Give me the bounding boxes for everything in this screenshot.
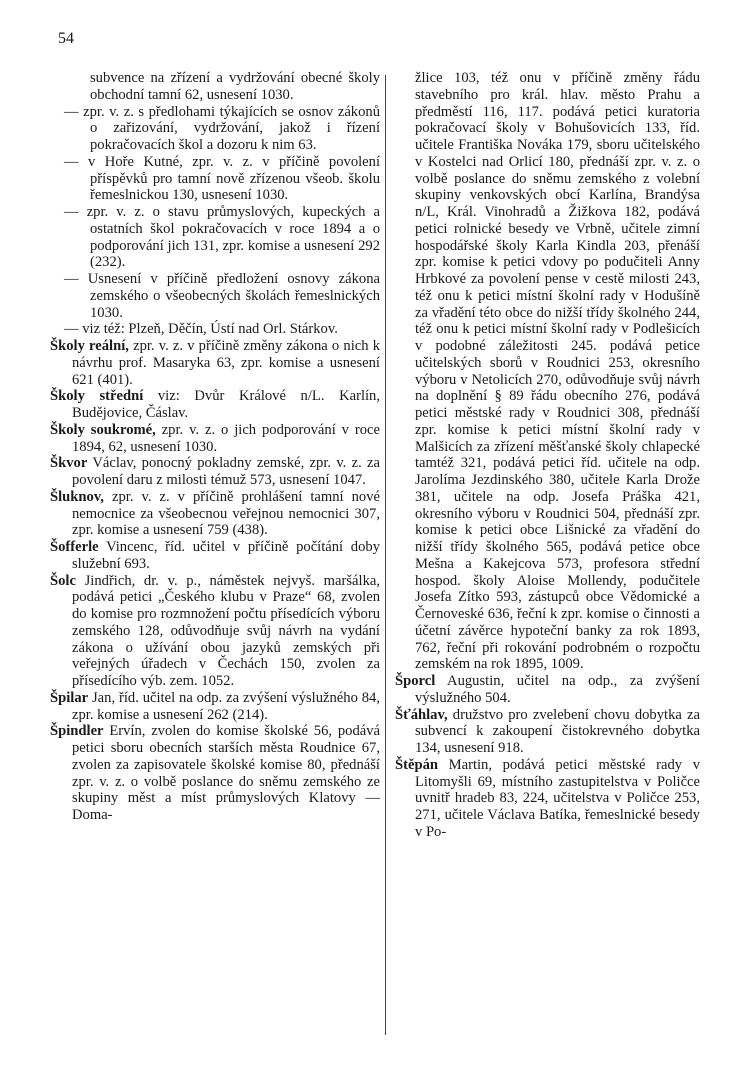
index-entry [395, 673, 700, 707]
entry-text: Vincenc, říd. učitel v příčině počítání doby služební 693. [72, 539, 380, 572]
entry-heading: Šťáhlav, [395, 706, 448, 723]
entry-text: Martin, podává petici městské rady v Litomyšli 69, místního zastupitelstva v Poličce uvnitř hradeb 83, 224, učitelstva v Poličce 253, 271, učitele Václava Batíka, řemeslnické besedy v Po- [415, 756, 700, 840]
index-entry [395, 757, 700, 841]
right-column [395, 70, 700, 841]
entry-heading: Špilar [50, 689, 89, 706]
index-entry: — Usnesení v příčině předložení osnovy zákona zemského o všeobecných školách řemeslnických 1030. [64, 271, 380, 321]
entry-heading: Štěpán [395, 756, 438, 773]
entry-heading: Škvor [50, 455, 88, 472]
entry-text: Ervín, zvolen do komise školské 56, podává petici sboru obecních starších města Roudnice 67, zvolen za zapisovatele školské komise 80, přednáší zpr. v. z. o volbě poslance do sněmu zemského ze skupiny měst a míst průmyslových Klatovy — Doma- [72, 723, 380, 823]
entry-text: Augustin, učitel na odp., za zvýšení výslužného 504. [415, 673, 700, 706]
entry-heading: Šluknov, [50, 488, 104, 505]
entry-text: viz: Dvůr Králové n/L. Karlín, Budějovice, Čáslav. [72, 388, 380, 421]
index-entry [50, 573, 380, 690]
index-entry: — viz též: Plzeň, Děčín, Ústí nad Orl. Stárkov. [64, 321, 338, 338]
index-entry [50, 455, 380, 489]
entry-text: Jan, říd. učitel na odp. za zvýšení výslužného 84, zpr. komise a usnesení 262 (214). [72, 689, 380, 723]
index-entry [50, 422, 380, 456]
entry-heading: Šporcl [395, 673, 436, 689]
column-divider [385, 75, 386, 1035]
index-entry [50, 338, 380, 388]
entry-text: Jindřich, dr. v. p., náměstek nejvyš. maršálka, podává petici „Českého klubu v Praze“ 68, zvolen do komise pro rozmnožení počtu přísedících výboru zemského 128, odůvodňuje svůj návrh na vydání zákona o užívání obou jazyků zemských při veřejných úřadech v Čechách 150, zvolen za přísedícího výb. zem. 1052. [72, 572, 380, 689]
entry-text: zpr. v. z. v příčině prohlášení tamní nové nemocnice za všeobecnou veřejnou nemocnici 307, zpr. komise a usnesení 759 (438). [72, 488, 380, 539]
index-entry [395, 707, 700, 757]
entry-heading: Šolc [50, 572, 76, 589]
index-entry [50, 690, 380, 724]
entry-heading: Šofferle [50, 539, 99, 555]
page-number: 54 [58, 30, 74, 47]
index-entry: žlice 103, též onu v příčině změny řádu stavebního pro král. hlav. město Prahu a předměstí 116, 117. podává petici kuratoria pokračovací školy v Bohušovicích 133, říd. učitele Františka Nováka 179, sboru učitelského v Kostelci nad Orlicí 180, přednáší zpr. v. z. o volbě poslance do sněmu zemského z volební skupiny venkovských obcí Karlína, Brandýsa n/L, Král. Vinohradů a Žižkova 182, podává petici rolnické besedy ve Vrbně, učitele zimní hospodářské školy Karla Kindla 203, přenáší zpr. komise k petici vdovy po podučiteli Anny Hrbkové za povolení pense v cestě milosti 243, též onu k petici místní školní rady v Hodušíně za vřadění této obce do nižší třídy školného 244, též onu k petici místní školní rady v Podlešicích v podobné záležitosti 245. podává petice učitelských sborů v Roudnici 253, okresního výboru v Netolicích 270, odůvodňuje svůj návrh na doplnění § 89 řádu obecního 276, podává petici městské rady v Roudnici 308, přednáší zpr. komise k petici místní školní rady v Malšicích za zřízení měšťanské školy chlapecké tamtéž 321, podává petici říd. učitele na odp. Jarolíma Jezdinského 380, učitele Karla Drože 381, učitele na odp. Josefa Práška 421, okresního výboru v Roudnici 504, přednáší zpr. komise k petici obce Lišnické za vřadění do nižší třídy školného 565, podává petice obce Mešna a Kakejcova 573, profesora střední hospod. školy Aloise Mollendy, podučitele Josefa Zítko 593, zástupců obce Vědomické a Černoveské 636, řeční k zpr. komise o činnosti a účetní závěrce hypoteční banky za rok 1893, 762, řeční při rokování podrobném o rozpočtu zemském na rok 1895, 1009. [415, 70, 700, 673]
left-column [50, 70, 380, 824]
index-entry [50, 489, 380, 539]
index-entry: — zpr. v. z. o stavu průmyslových, kupeckých a ostatních škol pokračovacích v roce 1894 a o podporování jich 131, zpr. komise a usnesení 292 (232). [64, 204, 380, 271]
entry-text: družstvo pro zvelebení chovu dobytka za subvencí k zakoupení čistokrevného dobytka 134, usnesení 918. [415, 706, 700, 756]
index-entry: subvence na zřízení a vydržování obecné školy obchodní tamní 62, usnesení 1030. [90, 70, 380, 103]
entry-text: Václav, ponocný pokladny zemské, zpr. v. z. za povolení daru z milosti témuž 573, usnesení 1047. [72, 455, 380, 488]
index-entry: — zpr. v. z. s předlohami týkajících se osnov zákonů o zařizování, vydržování, jakož i řízení pokračovacích škol a dozoru k nim 63. [64, 103, 380, 153]
entry-heading: Školy reální, [50, 338, 129, 354]
entry-heading: Školy střední [50, 388, 144, 405]
entry-heading: Školy soukromé, [50, 421, 156, 438]
index-entry [50, 539, 380, 573]
index-entry: — v Hoře Kutné, zpr. v. z. v příčině povolení příspěvků pro tamní nově zřízenou všeob. školu řemeslnickou 130, usnesení 1030. [64, 153, 380, 204]
index-entry [50, 388, 380, 422]
entry-text: zpr. v. z. o jich podporování v roce 1894, 62, usnesení 1030. [72, 421, 380, 455]
entry-text: zpr. v. z. v příčině změny zákona o nich k návrhu prof. Masaryka 63, zpr. komise a usnesení 621 (401). [72, 338, 380, 388]
index-entry [50, 723, 380, 824]
entry-heading: Špindler [50, 723, 104, 740]
